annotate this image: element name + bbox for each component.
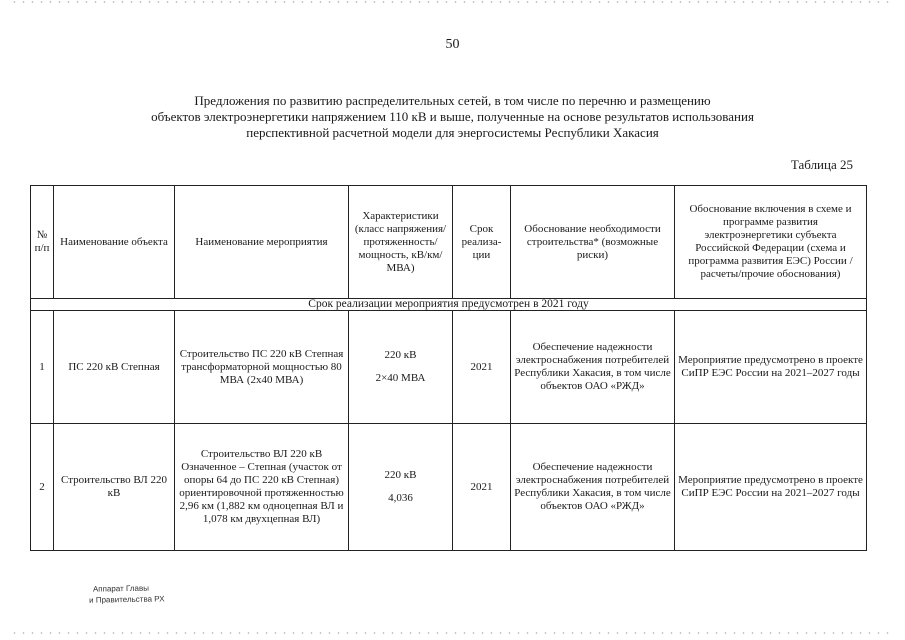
row-object: Строительство ВЛ 220 кВ (54, 424, 175, 551)
proposals-table (30, 185, 867, 551)
table-row (31, 311, 867, 424)
row-char-voltage: 220 кВ (384, 469, 417, 481)
row-char-value: 4,036 (388, 492, 413, 504)
header-object: Наименование объекта (54, 186, 175, 299)
table-header-row (31, 186, 867, 299)
stamp-line: и Правительства РХ (89, 594, 165, 605)
row-char-voltage: 220 кВ (384, 349, 417, 361)
page-number: 50 (445, 37, 460, 52)
row-char-value: 2×40 МВА (375, 372, 426, 384)
header-num-symbol: № (36, 229, 48, 241)
row-num: 1 (31, 311, 54, 424)
header-justification: Обоснование необходимости строительства* (возможные риски) (511, 186, 675, 299)
stamp-line: Аппарат Главы (92, 583, 150, 594)
table-label: Таблица 25 (790, 157, 853, 172)
header-num (31, 186, 54, 299)
section-row (31, 299, 867, 311)
document-title (120, 93, 785, 141)
row-object: ПС 220 кВ Степная (54, 311, 175, 424)
stamp (89, 582, 165, 605)
title-line: перспективной расчетной модели для энергосистемы Республики Хакасия (246, 125, 659, 140)
row-num: 2 (31, 424, 54, 551)
row-characteristics (349, 424, 453, 551)
scan-artifact-top (10, 1, 895, 3)
header-term: Срок реализа-ции (453, 186, 511, 299)
row-term: 2021 (453, 424, 511, 551)
row-inclusion: Мероприятие предусмотрено в проекте СиПР ЕЭС России на 2021–2027 годы (675, 311, 867, 424)
table-row (31, 424, 867, 551)
row-justification: Обеспечение надежности электроснабжения потребителей Республики Хакасия, в том числе объектов ОАО «РЖД» (511, 424, 675, 551)
header-activity: Наименование мероприятия (175, 186, 349, 299)
row-characteristics (349, 311, 453, 424)
header-inclusion: Обоснование включения в схеме и программе развития электроэнергетики субъекта Российской Федерации (схема и программа развития ЕЭС) России /расчеты/прочие обоснования) (675, 186, 867, 299)
title-line: объектов электроэнергетики напряжением 110 кВ и выше, полученные на основе результатов использования (151, 109, 754, 124)
header-characteristics: Характеристики (класс напряжения/ протяженность/ мощность, кВ/км/МВА) (349, 186, 453, 299)
title-line: Предложения по развитию распределительных сетей, в том числе по перечню и размещению (194, 93, 711, 108)
scan-artifact-bottom (10, 632, 895, 634)
row-justification: Обеспечение надежности электроснабжения потребителей Республики Хакасия, в том числе объектов ОАО «РЖД» (511, 311, 675, 424)
header-num-abbr: п/п (34, 242, 50, 254)
row-inclusion: Мероприятие предусмотрено в проекте СиПР ЕЭС России на 2021–2027 годы (675, 424, 867, 551)
row-activity: Строительство ПС 220 кВ Степная трансформаторной мощностью 80 МВА (2х40 МВА) (175, 311, 349, 424)
row-activity: Строительство ВЛ 220 кВ Означенное – Степная (участок от опоры 64 до ПС 220 кВ Степная) ориентировочной протяженностью 2,96 км (1,882 км одноцепная ВЛ и 1,078 км двухцепная ВЛ) (175, 424, 349, 551)
row-term: 2021 (453, 311, 511, 424)
section-title: Срок реализации мероприятия предусмотрен в 2021 году (31, 299, 867, 311)
